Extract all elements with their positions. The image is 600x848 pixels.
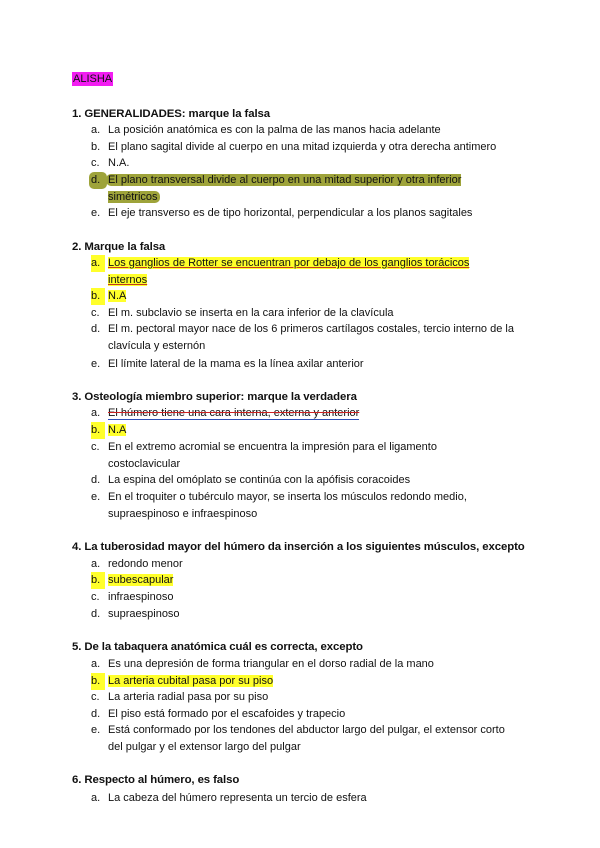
question-1-option-d — [91, 172, 511, 205]
option-letter: b. — [91, 572, 105, 589]
option-text: N.A — [108, 424, 127, 436]
option-letter: e. — [91, 358, 101, 370]
option-text: N.A — [108, 290, 127, 302]
question-1-title: 1. GENERALIDADES: marque la falsa — [72, 108, 270, 120]
option-text: La posición anatómica es con la palma de las manos hacia adelante — [108, 124, 441, 136]
question-5-option-b — [91, 673, 531, 690]
question-4-option-b — [91, 572, 531, 589]
option-letter: d. — [91, 708, 101, 720]
option-letter: a. — [91, 407, 101, 419]
question-3-title: 3. Osteología miembro superior: marque la verdadera — [72, 391, 357, 403]
option-text: El plano sagital divide al cuerpo en una mitad izquierda y otra derecha antimero — [108, 141, 497, 153]
question-4-title: 4. La tuberosidad mayor del húmero da inserción a los siguientes músculos, excepto — [72, 541, 525, 553]
question-2-option-e — [91, 356, 531, 373]
option-text: Los ganglios de Rotter se encuentran por debajo de los ganglios torácicos internos — [108, 257, 470, 286]
option-text: La espina del omóplato se continúa con la apófisis coracoides — [108, 474, 411, 486]
option-letter: b. — [91, 141, 101, 153]
option-text: La arteria radial pasa por su piso — [108, 691, 269, 703]
question-4-option-d — [91, 606, 531, 623]
question-5-option-a — [91, 656, 531, 673]
question-3-option-c — [91, 439, 496, 472]
author-name: ALISHA — [73, 73, 113, 85]
question-1-option-a — [91, 122, 531, 139]
option-text: Es una depresión de forma triangular en el dorso radial de la mano — [108, 658, 434, 670]
option-text: subescapular — [108, 574, 174, 586]
question-6-title: 6. Respecto al húmero, es falso — [72, 774, 240, 786]
option-text: supraespinoso — [108, 608, 180, 620]
question-2-option-b — [91, 288, 531, 305]
option-letter: a. — [91, 255, 105, 272]
option-text: La cabeza del húmero representa un tercio de esfera — [108, 792, 367, 804]
option-text: La arteria cubital pasa por su piso — [108, 675, 274, 687]
option-letter: d. — [89, 172, 107, 189]
question-3-option-e — [91, 489, 521, 522]
option-text: En el extremo acromial se encuentra la impresión para el ligamento costoclavicular — [108, 441, 437, 470]
option-text: El plano transversal divide al cuerpo en una mitad superior y otra inferior simétricos — [108, 174, 462, 203]
option-text: N.A. — [108, 157, 130, 169]
option-text: El piso está formado por el escafoides y trapecio — [108, 708, 346, 720]
author-name-highlight — [72, 72, 113, 86]
question-5-option-e — [91, 722, 521, 755]
option-letter: c. — [91, 691, 100, 703]
question-3-option-d — [91, 472, 531, 489]
question-1-option-b — [91, 139, 531, 156]
question-4-option-c — [91, 589, 531, 606]
question-5-option-d — [91, 706, 531, 723]
option-text: El eje transverso es de tipo horizontal, perpendicular a los planos sagitales — [108, 207, 473, 219]
question-6-option-a — [91, 790, 531, 807]
question-2-title: 2. Marque la falsa — [72, 241, 166, 253]
question-4-option-a — [91, 556, 531, 573]
question-2-option-c — [91, 305, 531, 322]
option-text: redondo menor — [108, 558, 183, 570]
question-1-option-c — [91, 155, 531, 172]
option-text: El m. subclavio se inserta en la cara inferior de la clavícula — [108, 307, 394, 319]
option-text: El límite lateral de la mama es la línea axilar anterior — [108, 358, 364, 370]
option-letter: c. — [91, 591, 100, 603]
option-letter: c. — [91, 441, 100, 453]
option-letter: e. — [91, 724, 101, 736]
option-text: En el troquiter o tubérculo mayor, se inserta los músculos redondo medio, supraespinoso e infraespinoso — [108, 491, 467, 520]
option-letter: d. — [91, 608, 101, 620]
option-letter: a. — [91, 792, 101, 804]
option-text: El m. pectoral mayor nace de los 6 primeros cartílagos costales, tercio interno de la clavícula y esternón — [108, 323, 514, 352]
option-letter: b. — [91, 288, 105, 305]
option-letter: e. — [91, 207, 101, 219]
question-2-option-a — [91, 255, 511, 288]
option-letter: d. — [91, 323, 101, 335]
option-text: Está conformado por los tendones del abductor largo del pulgar, el extensor corto del pulgar y el extensor largo del pulgar — [108, 724, 505, 753]
option-text: El húmero tiene una cara interna, externa y anterior — [108, 407, 360, 419]
option-letter: a. — [91, 558, 101, 570]
option-letter: e. — [91, 491, 101, 503]
question-2-option-d — [91, 321, 521, 354]
option-letter: a. — [91, 658, 101, 670]
option-letter: b. — [91, 673, 105, 690]
question-5-option-c — [91, 689, 531, 706]
question-3-option-b — [91, 422, 531, 439]
option-letter: c. — [91, 157, 100, 169]
option-letter: c. — [91, 307, 100, 319]
question-1-option-e — [91, 205, 531, 222]
option-letter: d. — [91, 474, 101, 486]
option-letter: a. — [91, 124, 101, 136]
option-letter: b. — [91, 422, 105, 439]
question-5-title: 5. De la tabaquera anatómica cuál es correcta, excepto — [72, 641, 363, 653]
question-3-option-a — [91, 405, 531, 422]
option-text: infraespinoso — [108, 591, 174, 603]
